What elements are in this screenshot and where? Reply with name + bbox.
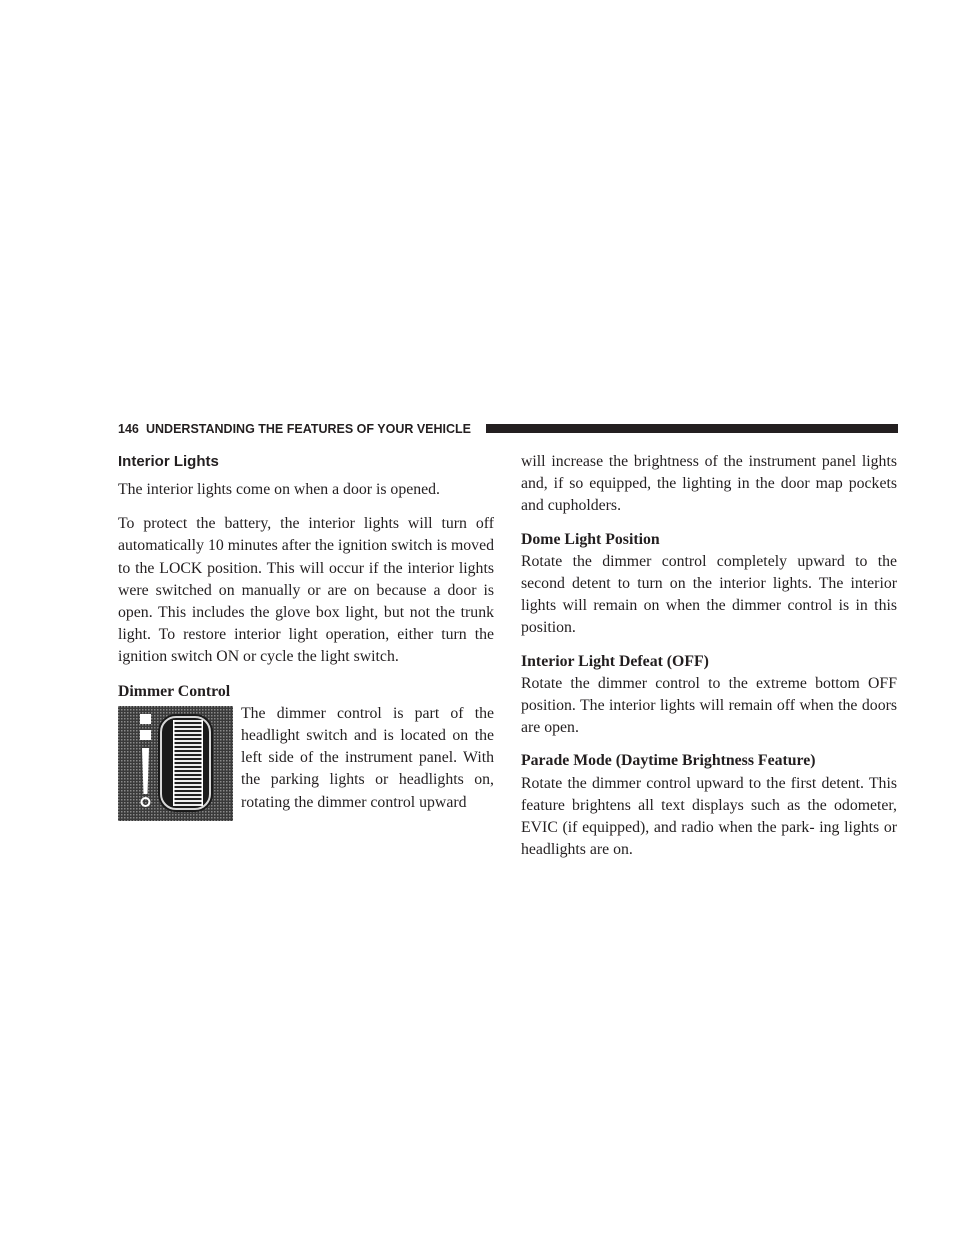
dimmer-control-heading: Dimmer Control xyxy=(118,682,231,700)
parade-mode-text: Rotate the dimmer control upward to the first detent. This feature brightens all text displays such as the odometer, EVIC (if equipped), and radio when the park- ing lights or headlights are on. xyxy=(521,774,897,859)
left-column xyxy=(118,451,494,826)
right-column xyxy=(521,451,897,872)
light-defeat-text: Rotate the dimmer control to the extreme bottom OFF position. The interior lights will remain off when the doors are open. xyxy=(521,674,897,737)
dome-light-text: Rotate the dimmer control completely upward to the second detent to turn on the interior lights. The interior lights will remain on when the dimmer control is in this position. xyxy=(521,552,897,637)
battery-protection-text: To protect the battery, the interior lights will turn off automatically 10 minutes after the ignition switch is moved to the LOCK position. This will occur if the interior lights were switched on manually or are on because a door is open. This includes the glove box light, but not the trunk light. To restore interior light operation, either turn the ignition switch ON or cycle the light switch. xyxy=(118,515,494,666)
header-rule xyxy=(486,424,898,433)
dimmer-control-icon xyxy=(118,706,233,821)
page-header xyxy=(118,421,898,437)
light-defeat-heading: Interior Light Defeat (OFF) xyxy=(521,652,709,670)
dimmer-figure-block xyxy=(118,703,494,814)
parade-mode-heading: Parade Mode (Daytime Brightness Feature) xyxy=(521,752,816,770)
dome-light-heading: Dome Light Position xyxy=(521,530,660,548)
section-title: UNDERSTANDING THE FEATURES OF YOUR VEHICLE xyxy=(146,422,472,436)
interior-lights-intro: The interior lights come on when a door is opened. xyxy=(118,481,441,498)
interior-lights-heading: Interior Lights xyxy=(118,453,219,470)
dimmer-continuation-text: will increase the brightness of the instrument panel lights and, if so equipped, the lighting in the door map pockets and cupholders. xyxy=(521,453,897,515)
dimmer-control-text: The dimmer control is part of the headlight switch and is located on the left side of the instrument panel. With the parking lights or headlights on, rotating the dimmer control upward xyxy=(241,704,494,811)
page-number: 146 xyxy=(118,422,139,436)
